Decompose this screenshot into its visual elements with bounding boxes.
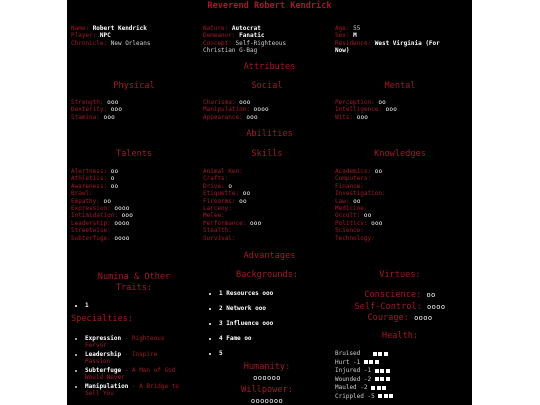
specialty-name: Manipulation [85,382,129,390]
trait-label: Empathy: [71,197,100,205]
trait-row: Strength: ooo [71,99,119,106]
backgrounds-list [207,290,273,365]
virtue-row: Conscience: oo [364,290,436,300]
health-box[interactable] [373,352,377,356]
specialties-list [73,335,201,399]
info-row: Christian G-Bag [203,47,258,55]
numina-heading: Numina & Other Traits: [97,272,171,293]
specialty-desc: - A Bridge to [131,382,179,390]
health-row [335,367,395,376]
trait-dots: oo [242,190,251,198]
trait-label: Drive: [203,182,225,190]
social-heading: Social [251,81,283,91]
trait-row [203,227,261,234]
trait-row [335,168,386,175]
trait-row [71,205,133,212]
background-name: 2 Network [219,304,252,312]
health-box[interactable] [382,386,386,390]
trait-label: Melee: [203,212,225,220]
background-item [219,290,273,297]
health-box[interactable] [375,369,379,373]
humanity-dots: oooooo [253,374,281,382]
trait-label: Technology: [335,234,375,242]
trait-dots: o [228,182,233,190]
background-item [219,335,273,342]
trait-label: Leadership: [71,219,111,227]
background-name: 3 Influence [219,319,259,327]
health-row [335,359,395,368]
trait-row [71,212,133,219]
trait-label: Survival: [203,234,236,242]
trait-row [203,198,261,205]
background-dots: ooo [262,319,274,327]
trait-label: Animal Ken: [203,168,243,175]
specialty-item [85,383,201,397]
info-col-2 [203,25,329,55]
trait-row [203,220,261,227]
trait-label: Firearms: [203,197,236,205]
trait-row: Charisma: ooo [203,99,251,106]
virtues-heading: Virtues: [379,270,421,280]
health-list [335,350,395,402]
background-dots: oo [244,334,252,342]
trait-row [335,190,386,197]
health-row [335,376,395,385]
health-label: Mauled -2 [335,384,368,392]
health-box[interactable] [384,352,388,356]
trait-dots: o [110,175,115,183]
trait-label: Awareness: [71,182,108,190]
list-item: • 1 [85,302,89,309]
specialty-desc: - Inspire [124,350,158,358]
background-name: 5 [219,349,223,357]
background-name: 4 Fame [219,334,241,342]
trait-dots: oo [374,168,383,175]
health-box[interactable] [371,386,375,390]
specialty-name: Leadership [85,350,122,358]
trait-dots: ooo [121,212,134,220]
trait-dots: oo [353,197,361,205]
info-row: Now) [335,47,350,55]
trait-dots: oooo [114,219,130,227]
info-row: Nature: Autocrat [203,25,261,32]
background-dots: ooo [262,290,274,297]
health-box[interactable] [369,360,373,364]
trait-dots: ooo [371,219,383,227]
trait-label: Crafts: [203,175,229,183]
health-box[interactable] [389,394,393,398]
social-list [203,99,269,121]
info-row: Name: Robert Kendrick [71,25,147,32]
trait-row [71,198,133,205]
skills-heading: Skills [251,149,283,159]
trait-label: Intimidation: [71,212,118,220]
trait-label: Streetwise: [71,227,111,235]
background-item [219,305,273,312]
trait-row: Intelligence: ooo [335,106,398,114]
advantages-heading: Advantages [243,251,296,261]
talents-list [71,168,133,242]
health-row [335,384,395,393]
trait-row [335,198,386,205]
willpower-heading: Willpower: [241,385,293,395]
virtues-list [335,290,465,325]
trait-row [203,168,261,175]
trait-dots: oooo [114,234,130,242]
trait-label: Investigation: [335,190,386,198]
attributes-heading: Attributes [243,62,296,72]
trait-label: Stealth: [203,227,232,235]
background-item [219,350,273,357]
trait-label: Brawl: [71,190,93,198]
info-row: Age: 55 [335,25,361,32]
willpower-dots: ooooooo [250,397,284,405]
trait-label: Occult: [335,212,361,220]
specialty-name: Subterfuge [85,366,122,374]
background-name: 1 Resources [219,290,259,297]
specialty-item [85,367,201,381]
health-box[interactable] [375,377,379,381]
trait-row: Appearance: ooo [203,113,258,121]
specialty-desc: Fervor [85,342,107,350]
background-dots: ooo [255,304,266,312]
health-row [335,393,395,402]
trait-row [335,205,386,212]
page-title: Reverend Robert Kendrick [207,1,332,11]
knowledges-heading: Knowledges [374,149,426,159]
health-box[interactable] [384,394,388,398]
specialty-desc: Would Never [85,374,125,382]
trait-label: Academics: [335,168,372,175]
health-row [335,350,395,359]
trait-dots: oo [110,182,119,190]
info-row: Chronicle: New Orleans [71,39,151,47]
health-box[interactable] [386,369,390,373]
trait-row [203,212,261,219]
trait-label: Law: [335,197,350,205]
trait-label: Performance: [203,219,247,227]
trait-label: Computers: [335,175,372,183]
mental-list [335,99,397,121]
specialty-desc: - Righteous [124,335,165,342]
health-label: Hurt -1 [335,358,361,366]
trait-dots: oo [110,168,119,175]
trait-row [335,227,386,234]
virtue-row: Self-Control: oooo [354,301,446,312]
health-box[interactable] [375,360,379,364]
trait-row [203,190,261,197]
health-label: Injured -1 [335,367,372,375]
trait-row [71,175,133,182]
trait-dots: ooo [249,219,262,227]
health-box[interactable] [377,386,381,390]
trait-row: Wits: ooo [335,113,369,121]
health-box[interactable] [378,394,382,398]
trait-row: Stamina: ooo [71,113,115,121]
trait-label: Finance: [335,182,364,190]
trait-row [335,235,386,242]
health-box[interactable] [378,352,382,356]
trait-row [71,168,133,175]
background-item [219,320,273,327]
info-col-1 [71,25,197,47]
trait-row [71,227,133,234]
specialty-item [85,335,201,349]
trait-dots: oo [239,197,247,205]
health-box[interactable] [364,360,368,364]
health-label: Wounded -2 [335,375,372,383]
trait-row [71,183,133,190]
trait-row [71,235,133,242]
trait-row: Manipulation: oooo [203,106,269,114]
trait-row: Perception: oo [335,99,386,106]
trait-row [203,235,261,242]
virtue-row: Courage: oooo [367,313,433,323]
physical-list [71,99,122,121]
backgrounds-heading: Backgrounds: [235,270,299,280]
info-col-3 [335,25,470,55]
trait-row [335,183,386,190]
specialty-desc: - A Man of God [124,366,176,374]
trait-row [335,220,386,227]
physical-heading: Physical [113,81,155,91]
specialty-desc: Sell You [85,389,114,397]
trait-dots: oo [363,212,372,220]
trait-row [203,175,261,182]
trait-row [203,183,261,190]
specialty-item [85,351,201,365]
health-label: Bruised [335,350,361,357]
health-box[interactable] [380,377,384,381]
trait-dots: oooo [114,205,130,213]
specialty-desc: Passion [85,358,111,366]
trait-row [335,175,386,182]
health-box[interactable] [386,377,390,381]
trait-row: Dexterity: ooo [71,106,123,114]
specialty-name: Expression [85,335,122,342]
skills-list [203,168,261,242]
trait-label: Politics: [335,219,368,227]
trait-label: Etiquette: [203,190,240,198]
trait-label: Science: [335,227,364,235]
info-row: Sex: M [335,32,357,40]
trait-row [335,212,386,219]
trait-label: Alertness: [71,168,108,175]
trait-row [203,205,261,212]
trait-label: Athletics: [71,175,108,183]
trait-label: Larceny: [203,205,232,213]
abilities-heading: Abilities [246,129,293,139]
trait-label: Expression: [71,205,111,213]
trait-row [71,220,133,227]
trait-row [71,190,133,197]
knowledges-list [335,168,386,242]
humanity-heading: Humanity: [243,362,291,372]
trait-label: Medicine: [335,205,368,213]
health-box[interactable] [380,369,384,373]
info-row: Concept: Self-Righteous [203,39,287,47]
health-label: Crippled -5 [335,392,375,400]
talents-heading: Talents [115,149,153,159]
trait-label: Subterfuge: [71,234,111,242]
info-row: Demeanor: Fanatic [203,32,265,40]
character-sheet [67,0,472,405]
specialties-heading: Specialties: [71,314,134,324]
trait-dots: oo [103,197,112,205]
mental-heading: Mental [384,81,416,91]
health-heading: Health: [381,331,419,341]
info-row: Player: NPC [71,32,111,40]
info-row: Residence: West Virginia (For [335,39,440,47]
